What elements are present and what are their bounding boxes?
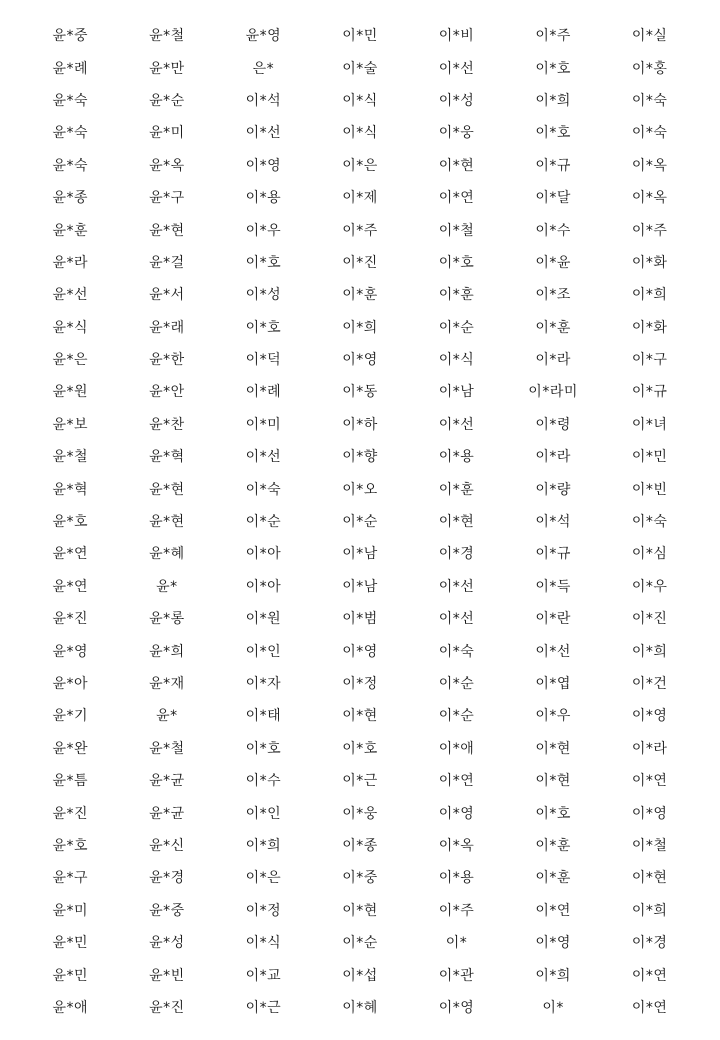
name-row <box>22 440 698 472</box>
name-cell: 윤*숙 <box>52 92 89 109</box>
name-cell: 이*라 <box>535 352 571 369</box>
name-cell: 이*순 <box>342 935 378 952</box>
name-cell: 이*영 <box>438 999 475 1016</box>
name-cell: 이*훈 <box>535 870 571 887</box>
name-row <box>22 829 698 861</box>
name-cell: 이*규 <box>535 157 571 174</box>
name-cell: 이*중 <box>342 870 378 887</box>
name-cell: 이*아 <box>245 546 282 563</box>
name-cell: 이*은 <box>245 870 282 887</box>
name-row <box>22 51 698 83</box>
name-cell: 이*녀 <box>631 416 668 433</box>
name-cell: 이*규 <box>535 546 571 563</box>
name-cell: 이*현 <box>631 870 668 887</box>
name-cell: 이*례 <box>245 384 282 401</box>
name-cell: 이*인 <box>245 805 282 822</box>
name-cell: 이*구 <box>631 352 668 369</box>
name-row <box>22 246 698 278</box>
name-cell: 은* <box>252 60 275 77</box>
name-cell: 윤*숙 <box>52 125 89 142</box>
name-cell: 윤*래 <box>149 319 185 336</box>
name-cell: 이*선 <box>245 125 282 142</box>
name-cell: 이*근 <box>342 773 378 790</box>
name-cell: 이*영 <box>631 805 668 822</box>
name-cell: 이*란 <box>535 611 571 628</box>
name-cell: 윤*만 <box>149 60 185 77</box>
name-cell: 윤*원 <box>52 384 89 401</box>
name-cell: 이*혜 <box>342 999 378 1016</box>
name-cell: 윤*재 <box>149 676 185 692</box>
name-cell: 이*호 <box>245 740 282 757</box>
name-cell: 윤*라 <box>52 254 89 271</box>
name-cell: 이*연 <box>631 999 668 1016</box>
name-cell: 윤*보 <box>52 416 89 433</box>
name-cell: 이*희 <box>245 837 282 854</box>
name-row <box>22 472 698 504</box>
name-cell: 이*용 <box>438 449 475 466</box>
name-cell: 윤*아 <box>52 676 89 692</box>
name-row <box>22 537 698 569</box>
name-cell: 윤*성 <box>149 935 185 952</box>
name-row <box>22 375 698 407</box>
name-cell: 이*남 <box>438 384 475 401</box>
name-cell: 이*호 <box>342 740 378 757</box>
name-cell: 이*민 <box>631 449 668 466</box>
name-cell: 이*량 <box>535 481 571 498</box>
name-cell: 이*민 <box>342 28 378 45</box>
name-cell: 윤*빈 <box>149 967 185 984</box>
name-cell: 윤*종 <box>52 190 89 207</box>
name-cell: 이*남 <box>342 578 378 595</box>
name-row <box>22 764 698 796</box>
name-cell: 이*향 <box>342 449 378 466</box>
name-cell: 이*아 <box>245 578 282 595</box>
name-cell: 이*훈 <box>535 837 571 854</box>
name-cell: 윤*균 <box>149 773 185 790</box>
name-cell: 이* <box>542 999 564 1016</box>
name-cell: 이*진 <box>342 254 378 271</box>
name-cell: 윤* <box>156 708 178 725</box>
name-cell: 이*옥 <box>631 190 668 207</box>
name-cell: 이*정 <box>342 676 378 692</box>
name-cell: 윤*선 <box>52 287 89 304</box>
name-row <box>22 958 698 990</box>
name-cell: 윤*현 <box>149 481 185 498</box>
name-cell: 윤*훈 <box>52 222 89 239</box>
name-cell: 윤*걸 <box>149 254 185 271</box>
name-cell: 이*인 <box>245 643 282 660</box>
name-cell: 이*선 <box>438 578 475 595</box>
name-cell: 이*현 <box>535 773 571 790</box>
name-cell: 이*희 <box>535 967 571 984</box>
name-cell: 이*정 <box>245 902 282 919</box>
name-cell: 이*희 <box>631 643 668 660</box>
name-cell: 윤*민 <box>52 967 89 984</box>
name-cell: 이*희 <box>535 92 571 109</box>
name-cell: 윤*민 <box>52 935 89 952</box>
name-cell: 이*우 <box>535 708 571 725</box>
name-cell: 윤*기 <box>52 708 89 725</box>
name-cell: 이*석 <box>245 92 282 109</box>
name-cell: 이* <box>445 935 468 952</box>
name-cell: 윤*옥 <box>149 157 185 174</box>
name-cell: 이*수 <box>245 773 282 790</box>
name-cell: 윤*구 <box>149 190 185 207</box>
name-row <box>22 732 698 764</box>
name-cell: 윤*호 <box>52 837 89 854</box>
name-row <box>22 667 698 699</box>
name-cell: 이*라 <box>631 740 668 757</box>
name-row <box>22 602 698 634</box>
name-row <box>22 84 698 116</box>
name-cell: 이*성 <box>438 92 475 109</box>
name-cell: 이*훈 <box>535 319 571 336</box>
name-cell: 이*순 <box>438 319 475 336</box>
name-cell: 윤*균 <box>149 805 185 822</box>
name-cell: 이*현 <box>342 708 378 725</box>
name-cell: 이*원 <box>245 611 282 628</box>
name-list-body <box>22 19 698 1023</box>
name-row <box>22 861 698 893</box>
name-cell: 윤*진 <box>52 805 89 822</box>
name-cell: 이*윤 <box>535 254 571 271</box>
name-cell: 윤*혁 <box>149 449 185 466</box>
name-cell: 윤*완 <box>52 740 89 757</box>
name-cell: 이*호 <box>438 254 475 271</box>
name-cell: 이*순 <box>245 514 282 531</box>
name-cell: 이*동 <box>342 384 378 401</box>
name-cell: 이*관 <box>438 967 475 984</box>
name-cell: 이*연 <box>535 902 571 919</box>
name-cell: 이*우 <box>631 578 668 595</box>
name-cell: 이*엽 <box>535 676 571 692</box>
name-cell: 윤*혁 <box>52 481 89 498</box>
name-cell: 이*연 <box>438 190 475 207</box>
name-cell: 이*현 <box>438 157 475 174</box>
name-cell: 윤*경 <box>149 870 185 887</box>
name-cell: 이*웅 <box>342 805 378 822</box>
name-cell: 이*숙 <box>631 92 668 109</box>
name-cell: 이*호 <box>245 254 282 271</box>
name-row <box>22 278 698 310</box>
name-cell: 이*식 <box>342 92 378 109</box>
name-cell: 이*호 <box>535 60 571 77</box>
name-cell: 이*제 <box>342 190 378 207</box>
name-cell: 이*규 <box>631 384 668 401</box>
name-cell: 이*현 <box>535 740 571 757</box>
name-cell: 이*석 <box>535 514 571 531</box>
name-cell: 이*연 <box>631 967 668 984</box>
name-cell: 이*섭 <box>342 967 378 984</box>
name-cell: 윤*진 <box>52 611 89 628</box>
name-row <box>22 699 698 731</box>
name-cell: 이*빈 <box>631 481 668 498</box>
name-cell: 이*영 <box>342 643 378 660</box>
name-cell: 이*은 <box>342 157 378 174</box>
name-cell: 윤*례 <box>52 60 89 77</box>
name-cell: 윤*신 <box>149 837 185 854</box>
name-cell: 이*화 <box>631 254 668 271</box>
name-cell: 이*근 <box>245 999 282 1016</box>
name-cell: 이*영 <box>245 157 282 174</box>
name-cell: 윤*철 <box>149 740 185 757</box>
name-cell: 이*호 <box>535 125 571 142</box>
name-cell: 이*숙 <box>438 643 475 660</box>
name-cell: 이*선 <box>438 611 475 628</box>
name-cell: 윤*한 <box>149 352 185 369</box>
name-row <box>22 408 698 440</box>
name-cell: 이*애 <box>438 740 475 757</box>
name-cell: 이*선 <box>438 60 475 77</box>
name-cell: 이*현 <box>342 902 378 919</box>
name-cell: 이*주 <box>535 28 571 45</box>
name-cell: 이*자 <box>245 676 282 692</box>
name-cell: 이*옥 <box>631 157 668 174</box>
name-cell: 윤*현 <box>149 222 185 239</box>
name-cell: 이*호 <box>535 805 571 822</box>
name-cell: 윤*중 <box>52 28 89 45</box>
name-row <box>22 343 698 375</box>
name-cell: 이*연 <box>438 773 475 790</box>
name-cell: 이*희 <box>631 287 668 304</box>
name-row <box>22 991 698 1023</box>
name-cell: 이*영 <box>342 352 378 369</box>
name-cell: 이*철 <box>631 837 668 854</box>
name-cell: 이*성 <box>245 287 282 304</box>
name-list-table <box>22 19 698 1023</box>
name-cell: 윤*식 <box>52 319 89 336</box>
name-cell: 이*식 <box>245 935 282 952</box>
name-cell: 윤*연 <box>52 578 89 595</box>
name-cell: 이*수 <box>535 222 571 239</box>
name-cell: 윤*순 <box>149 92 185 109</box>
name-cell: 윤*은 <box>52 352 89 369</box>
name-cell: 이*용 <box>245 190 282 207</box>
name-cell: 이*숙 <box>245 481 282 498</box>
name-row <box>22 634 698 666</box>
name-cell: 윤*현 <box>149 514 185 531</box>
name-cell: 윤*안 <box>149 384 185 401</box>
name-row <box>22 894 698 926</box>
name-cell: 이*호 <box>245 319 282 336</box>
name-cell: 이*식 <box>438 352 475 369</box>
name-cell: 윤*서 <box>149 287 185 304</box>
name-cell: 이*선 <box>535 643 571 660</box>
name-cell: 이*영 <box>631 708 668 725</box>
name-cell: 윤*철 <box>149 28 185 45</box>
name-cell: 이*태 <box>245 708 282 725</box>
name-cell: 윤* <box>156 578 178 595</box>
name-cell: 이*웅 <box>438 125 475 142</box>
name-cell: 이*덕 <box>245 352 282 369</box>
name-cell: 이*주 <box>342 222 378 239</box>
name-cell: 이*화 <box>631 319 668 336</box>
name-cell: 이*훈 <box>438 481 475 498</box>
name-cell: 이*희 <box>342 319 378 336</box>
name-cell: 윤*희 <box>149 643 185 660</box>
name-cell: 이*라 <box>535 449 571 466</box>
name-row <box>22 149 698 181</box>
name-cell: 윤*틈 <box>52 773 89 790</box>
name-cell: 이*선 <box>438 416 475 433</box>
name-cell: 윤*미 <box>149 125 185 142</box>
name-cell: 이*영 <box>535 935 571 952</box>
name-cell: 이*숙 <box>631 514 668 531</box>
name-cell: 이*오 <box>342 481 378 498</box>
name-cell: 이*남 <box>342 546 378 563</box>
name-cell: 이*경 <box>631 935 668 952</box>
name-cell: 이*교 <box>245 967 282 984</box>
name-cell: 이*현 <box>438 514 475 531</box>
name-cell: 이*라미 <box>528 384 578 401</box>
name-cell: 이*훈 <box>342 287 378 304</box>
name-row <box>22 19 698 51</box>
name-cell: 이*진 <box>631 611 668 628</box>
name-row <box>22 926 698 958</box>
name-cell: 이*순 <box>342 514 378 531</box>
name-row <box>22 213 698 245</box>
name-cell: 이*홍 <box>631 60 668 77</box>
name-cell: 이*훈 <box>438 287 475 304</box>
name-cell: 윤*숙 <box>52 157 89 174</box>
name-cell: 이*철 <box>438 222 475 239</box>
name-row <box>22 311 698 343</box>
name-cell: 이*범 <box>342 611 378 628</box>
name-cell: 윤*영 <box>245 28 282 45</box>
name-cell: 이*경 <box>438 546 475 563</box>
name-cell: 이*심 <box>631 546 668 563</box>
name-cell: 이*연 <box>631 773 668 790</box>
name-row <box>22 796 698 828</box>
name-row <box>22 570 698 602</box>
name-cell: 이*숙 <box>631 125 668 142</box>
name-cell: 이*종 <box>342 837 378 854</box>
name-cell: 윤*찬 <box>149 416 185 433</box>
name-cell: 이*주 <box>631 222 668 239</box>
name-cell: 이*선 <box>245 449 282 466</box>
name-cell: 윤*영 <box>52 643 89 660</box>
name-cell: 이*건 <box>631 676 668 692</box>
name-cell: 윤*미 <box>52 902 89 919</box>
name-cell: 이*희 <box>631 902 668 919</box>
name-cell: 윤*철 <box>52 449 89 466</box>
name-cell: 이*영 <box>438 805 475 822</box>
name-row <box>22 181 698 213</box>
name-cell: 윤*호 <box>52 514 89 531</box>
name-cell: 이*식 <box>342 125 378 142</box>
name-cell: 이*주 <box>438 902 475 919</box>
name-cell: 윤*중 <box>149 902 185 919</box>
name-cell: 이*조 <box>535 287 571 304</box>
name-cell: 이*달 <box>535 190 571 207</box>
name-cell: 이*우 <box>245 222 282 239</box>
name-cell: 이*술 <box>342 60 378 77</box>
name-cell: 윤*진 <box>149 999 185 1016</box>
name-cell: 윤*구 <box>52 870 89 887</box>
name-cell: 윤*혜 <box>149 546 185 563</box>
name-cell: 이*하 <box>342 416 378 433</box>
name-row <box>22 116 698 148</box>
name-cell: 이*순 <box>438 708 475 725</box>
name-cell: 이*옥 <box>438 837 475 854</box>
name-cell: 이*미 <box>245 416 282 433</box>
name-cell: 이*순 <box>438 676 475 692</box>
name-cell: 이*득 <box>535 578 571 595</box>
name-cell: 윤*애 <box>52 999 89 1016</box>
name-cell: 이*령 <box>535 416 571 433</box>
name-cell: 윤*롱 <box>149 611 185 628</box>
name-cell: 윤*연 <box>52 546 89 563</box>
name-cell: 이*용 <box>438 870 475 887</box>
name-row <box>22 505 698 537</box>
name-cell: 이*실 <box>631 28 668 45</box>
name-cell: 이*비 <box>438 28 475 45</box>
